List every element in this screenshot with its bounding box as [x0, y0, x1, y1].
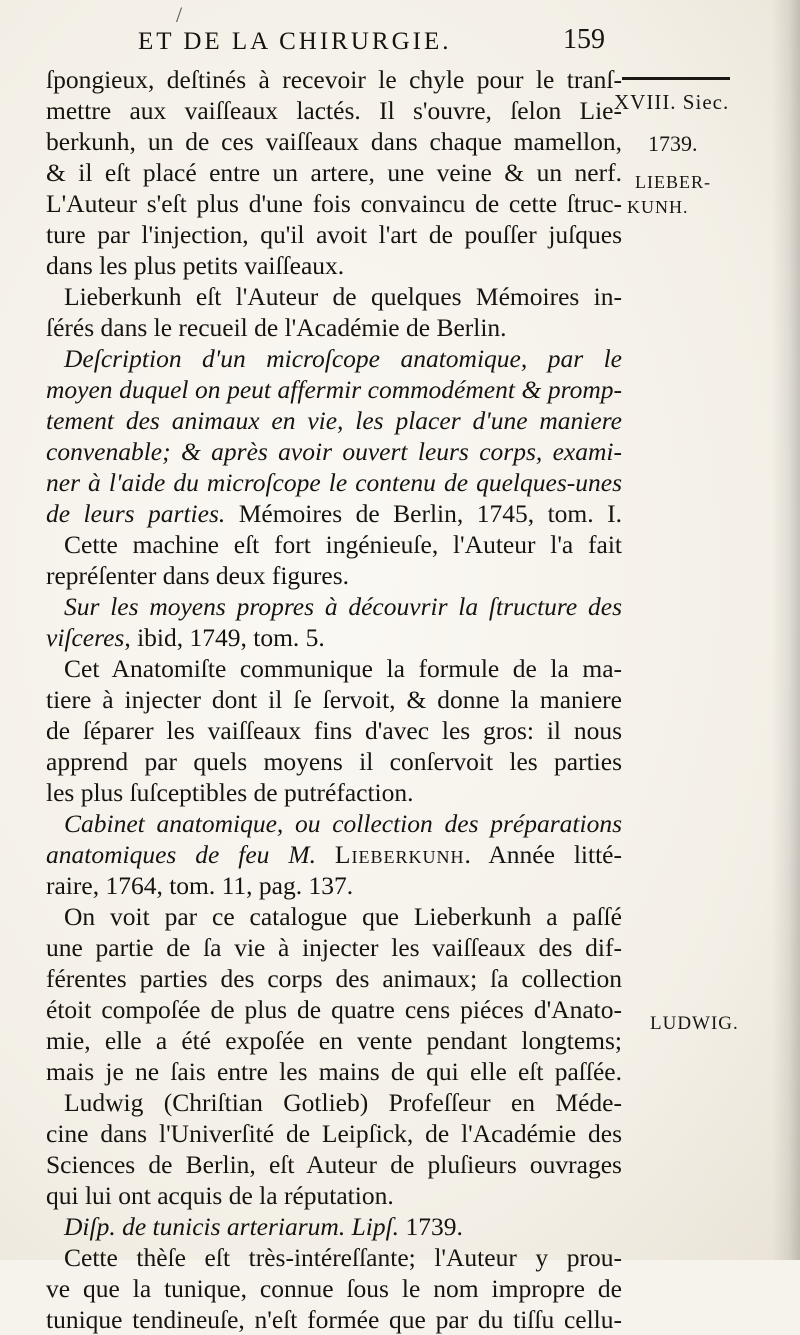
text-line: dans les plus petits vaiſſeaux.	[46, 251, 345, 280]
text-line: mettre aux vaiſſeaux lactés. Il s'ouvre, ſelon Lie-	[46, 96, 622, 125]
text-line: de ſéparer les vaiſſeaux fins d'avec les gros: il nous	[46, 716, 622, 745]
margin-year: 1739.	[648, 131, 698, 156]
citation-title: viſceres	[46, 623, 125, 652]
text-line	[46, 622, 622, 653]
text-line: berkunh, un de ces vaiſſeaux dans chaque mamellon,	[46, 127, 622, 156]
text-line: Cette thèſe eſt très-intéreſſante; l'Auteur y prou-	[64, 1243, 622, 1272]
margin-century: XVIII. Siec.	[614, 90, 730, 114]
margin-rule	[622, 77, 730, 80]
citation-title: anatomiques de feu M.	[46, 840, 335, 869]
text-line: On voit par ce catalogue que Lieberkunh a paſſé	[64, 902, 622, 931]
text-line: ve que la tunique, connue ſous le nom impropre de	[46, 1274, 622, 1303]
text-line: moyen duquel on peut affermir commodément & promp-	[46, 375, 622, 404]
text-line: étoit compoſée de plus de quatre cens piéces d'Anato-	[46, 995, 622, 1024]
text-line: Ludwig (Chriſtian Gotlieb) Profeſſeur en Méde-	[64, 1088, 622, 1117]
citation-source: , ibid, 1749, tom. 5.	[124, 623, 325, 652]
text-line: apprend par quels moyens il conſervoit les parties	[46, 747, 622, 776]
text-line: L'Auteur s'eſt plus d'une fois convaincu de cette ſtruc-	[46, 189, 622, 218]
text-line: ner à l'aide du microſcope le contenu de quelques-unes	[46, 468, 622, 497]
text-line: ſpongieux, deſtinés à recevoir le chyle pour le tranſ-	[46, 65, 622, 94]
text-line: une partie de ſa vie à injecter les vaiſſeaux des dif-	[46, 933, 622, 962]
text-line	[46, 1211, 622, 1242]
text-line: Deſcription d'un microſcope anatomique, par le	[64, 344, 622, 373]
spine-shadow	[772, 0, 800, 1260]
text-line: & il eſt placé entre un artere, une veine & un nerf.	[46, 158, 622, 187]
text-line: Sciences de Berlin, eſt Auteur de pluſieurs ouvrages	[46, 1150, 622, 1179]
text-line: repréſenter dans deux figures.	[46, 561, 350, 590]
text-line: tunique tendineuſe, n'eſt formée que par du tiſſu cellu-	[46, 1305, 622, 1334]
corner-mark: /	[176, 2, 183, 27]
text-line: raire, 1764, tom. 11, pag. 137.	[46, 871, 354, 900]
citation-title: Diſp. de tunicis arteriarum. Lipſ.	[64, 1212, 400, 1241]
citation-source: . Année litté-	[464, 840, 622, 869]
text-line: Sur les moyens propres à découvrir la ſtructure des	[64, 592, 622, 621]
text-line: Cabinet anatomique, ou collection des préparations	[64, 809, 622, 838]
text-line	[46, 498, 622, 529]
text-line: férentes parties des corps des animaux; ſa collection	[46, 964, 622, 993]
margin-name-lieberkunh: LIEBER-	[635, 172, 711, 192]
text-line: les plus ſuſceptibles de putréfaction.	[46, 778, 414, 807]
citation-title: de leurs parties.	[46, 499, 226, 528]
text-line: mais je ne ſais entre les mains de qui elle eſt paſſée.	[46, 1057, 622, 1086]
text-line: tement des animaux en vie, les placer d'une maniere	[46, 406, 622, 435]
text-line: Cet Anatomiſte communique la formule de la ma-	[64, 654, 622, 683]
running-head: ET DE LA CHIRURGIE.	[138, 28, 452, 55]
citation-source: 1739.	[399, 1212, 463, 1241]
citation-source: Mémoires de Berlin, 1745, tom. I.	[225, 499, 622, 528]
text-line: Cette machine eſt fort ingénieuſe, l'Auteur l'a fait	[64, 530, 622, 559]
text-line: cine dans l'Univerſité de Leipſick, de l'Académie des	[46, 1119, 622, 1148]
text-line: qui lui ont acquis de la réputation.	[46, 1181, 394, 1210]
margin-name-lieberkunh-cont: KUNH.	[627, 197, 689, 217]
text-line	[46, 839, 622, 870]
page-number: 159	[563, 24, 605, 55]
margin-name-ludwig: LUDWIG.	[650, 1013, 739, 1034]
text-line: mie, elle a été expoſée en vente pendant longtems;	[46, 1026, 622, 1055]
text-line: ture par l'injection, qu'il avoit l'art de pouſſer juſques	[46, 220, 622, 249]
text-line: ſérés dans le recueil de l'Académie de Berlin.	[46, 313, 507, 342]
text-line: tiere à injecter dont il ſe ſervoit, & donne la maniere	[46, 685, 622, 714]
body-text	[46, 64, 622, 1335]
text-line: Lieberkunh eſt l'Auteur de quelques Mémoires in-	[64, 282, 622, 311]
author-name: Lieberkunh	[334, 840, 465, 869]
text-line: convenable; & après avoir ouvert leurs corps, exami-	[46, 437, 622, 466]
